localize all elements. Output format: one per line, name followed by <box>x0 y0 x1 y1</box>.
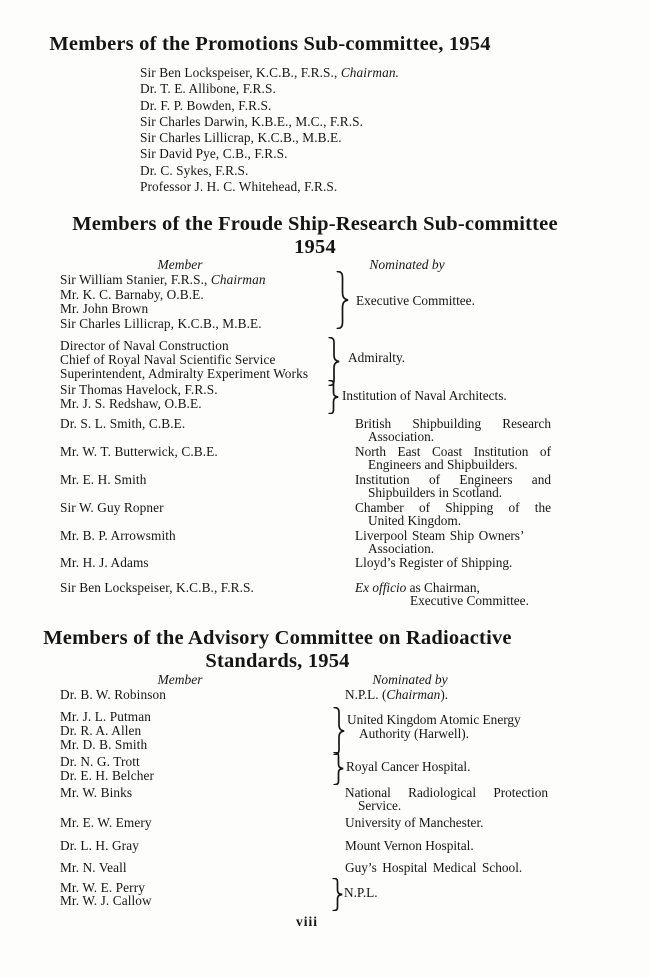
froude-member-line: Sir Charles Lillicrap, K.C.B., M.B.E. <box>60 316 262 331</box>
froude-column-header-nominated: Nominated by <box>369 257 445 272</box>
nominated-by-label-continuation: Engineers and Shipbuilders. <box>368 457 518 472</box>
froude-member-line: Mr. John Brown <box>60 301 149 316</box>
froude-section-title-line2: 1954 <box>294 236 336 258</box>
radioactive-member-line: Dr. R. A. Allen <box>60 723 142 738</box>
radioactive-member-line: Mr. E. W. Emery <box>60 815 152 830</box>
nominated-by-label: Institution of Engineers and <box>355 473 551 487</box>
promotions-member-line: Dr. T. E. Allibone, F.R.S. <box>140 81 276 96</box>
radioactive-member-line: Mr. W. Binks <box>60 785 133 800</box>
group-brace-icon <box>328 380 339 414</box>
froude-section-title-line1: Members of the Froude Ship-Research Sub-committee <box>72 213 558 235</box>
nominated-by-label: National Radiological Protection <box>345 786 548 800</box>
froude-member-line <box>60 273 266 287</box>
member-name: Sir William Stanier, F.R.S., <box>60 272 211 287</box>
nominated-by-label: British Shipbuilding Research <box>355 417 551 431</box>
promotions-member-line: Sir Charles Darwin, K.B.E., M.C., F.R.S. <box>140 114 364 129</box>
nominated-by-label-continuation: Service. <box>358 798 402 813</box>
promotions-member-line: Professor J. H. C. Whitehead, F.R.S. <box>140 179 338 194</box>
ex-officio-designation: Ex officio <box>355 580 407 595</box>
promotions-member-line <box>140 66 399 80</box>
nominated-by-label: Institution of Naval Architects. <box>342 388 507 403</box>
group-brace-icon <box>332 878 343 911</box>
nominated-by-label: Executive Committee. <box>356 293 475 308</box>
group-brace-icon <box>336 271 349 329</box>
radioactive-member-line: Mr. W. J. Callow <box>60 893 152 908</box>
promotions-member-line: Dr. C. Sykes, F.R.S. <box>140 163 249 178</box>
froude-column-header-member: Member <box>157 257 203 272</box>
nominated-by-label: Mount Vernon Hospital. <box>345 838 474 853</box>
nominated-by-label-continuation: Executive Committee. <box>410 593 529 608</box>
nominated-by-label: United Kingdom Atomic Energy <box>347 712 521 727</box>
chairman-designation: Chairman. <box>340 65 399 80</box>
froude-member-line: Mr. W. T. Butterwick, C.B.E. <box>60 444 218 459</box>
radioactive-member-line: Mr. W. E. Perry <box>60 880 145 895</box>
member-name: Sir Ben Lockspeiser, K.C.B., F.R.S., <box>140 65 341 80</box>
froude-member-line: Mr. J. S. Redshaw, O.B.E. <box>60 396 202 411</box>
froude-member-line: Mr. K. C. Barnaby, O.B.E. <box>60 287 204 302</box>
nominated-by-label-continuation: Association. <box>368 541 435 556</box>
nominated-text: as Chairman, <box>406 580 480 595</box>
froude-member-line: Superintendent, Admiralty Experiment Works <box>60 366 309 381</box>
froude-member-line: Sir Ben Lockspeiser, K.C.B., F.R.S. <box>60 580 254 595</box>
froude-member-line: Sir Thomas Havelock, F.R.S. <box>60 382 218 397</box>
froude-member-line: Mr. B. P. Arrowsmith <box>60 528 176 543</box>
radioactive-column-header-member: Member <box>157 672 203 687</box>
nominated-by-label <box>345 688 448 702</box>
radioactive-member-line: Dr. L. H. Gray <box>60 838 139 853</box>
nominated-by-label-continuation: Authority (Harwell). <box>359 726 470 741</box>
radioactive-member-line: Mr. N. Veall <box>60 860 127 875</box>
radioactive-member-line: Dr. N. G. Trott <box>60 754 140 769</box>
radioactive-section-title-line1: Members of the Advisory Committee on Radioactive <box>43 627 512 649</box>
nominated-text: ). <box>440 687 449 702</box>
promotions-member-line: Sir David Pye, C.B., F.R.S. <box>140 146 288 161</box>
promotions-section-title: Members of the Promotions Sub-committee, 1954 <box>49 33 491 55</box>
group-brace-icon <box>333 752 344 785</box>
nominated-by-label: Lloyd’s Register of Shipping. <box>355 555 513 570</box>
froude-member-line: Mr. E. H. Smith <box>60 472 147 487</box>
radioactive-member-line: Mr. J. L. Putman <box>60 709 151 724</box>
nominated-text: N.P.L. ( <box>345 687 387 702</box>
radioactive-member-line: Dr. B. W. Robinson <box>60 687 166 702</box>
nominated-by-label: Admiralty. <box>348 350 406 365</box>
radioactive-section-title-line2: Standards, 1954 <box>205 650 350 672</box>
chairman-designation: Chairman <box>210 272 266 287</box>
froude-member-line: Sir W. Guy Ropner <box>60 500 164 515</box>
group-brace-icon <box>328 337 340 386</box>
nominated-by-label: University of Manchester. <box>345 815 484 830</box>
froude-member-line: Dr. S. L. Smith, C.B.E. <box>60 416 186 431</box>
froude-member-line: Director of Naval Construction <box>60 338 229 353</box>
radioactive-member-line: Dr. E. H. Belcher <box>60 768 155 783</box>
promotions-member-line: Dr. F. P. Bowden, F.R.S. <box>140 98 272 113</box>
froude-member-line: Mr. H. J. Adams <box>60 555 149 570</box>
nominated-by-label: Liverpool Steam Ship Owners’ <box>355 528 525 543</box>
chairman-designation: Chairman <box>386 687 441 702</box>
nominated-by-label: N.P.L. <box>344 885 378 900</box>
radioactive-column-header-nominated: Nominated by <box>372 672 448 687</box>
promotions-member-line: Sir Charles Lillicrap, K.C.B., M.B.E. <box>140 130 342 145</box>
nominated-by-label: Chamber of Shipping of the <box>355 501 551 515</box>
radioactive-member-line: Mr. D. B. Smith <box>60 737 148 752</box>
page-number: viii <box>295 914 318 929</box>
nominated-by-label-continuation: United Kingdom. <box>368 513 462 528</box>
group-brace-icon <box>333 707 345 755</box>
nominated-by-label: Royal Cancer Hospital. <box>346 759 471 774</box>
nominated-by-label: North East Coast Institution of <box>355 445 551 459</box>
nominated-by-label-continuation: Shipbuilders in Scotland. <box>368 485 503 500</box>
nominated-by-label: Guy’s Hospital Medical School. <box>345 860 523 875</box>
froude-member-line: Chief of Royal Naval Scientific Service <box>60 352 276 367</box>
nominated-by-label-continuation: Association. <box>368 429 435 444</box>
